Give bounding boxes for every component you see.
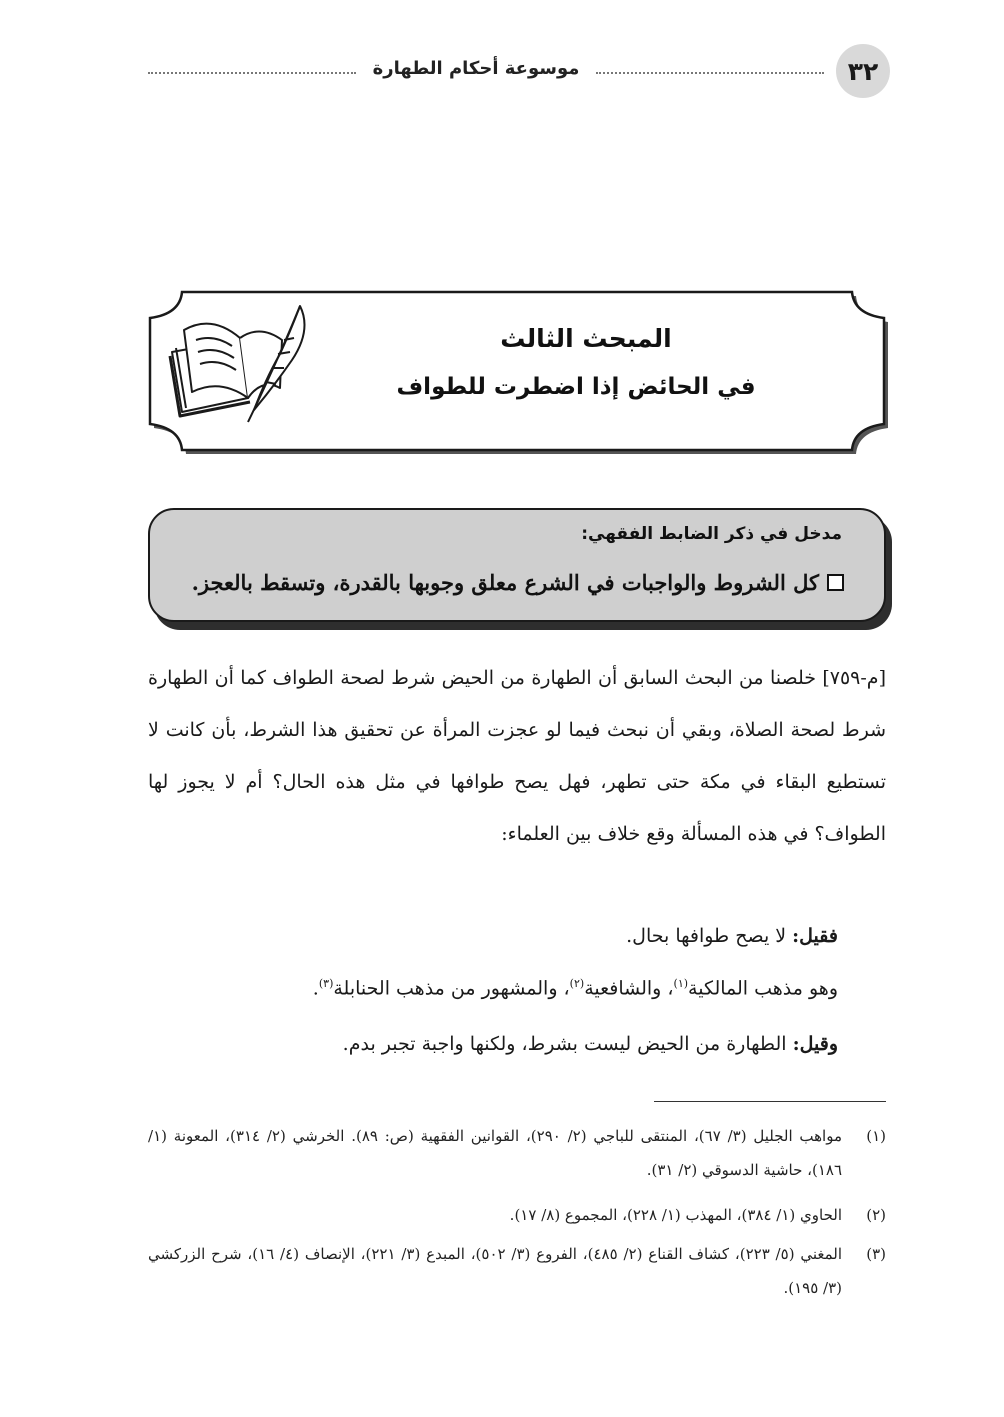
footnote-3 <box>148 1237 886 1305</box>
opinion-2-text: الطهارة من الحيض ليست بشرط، ولكنها واجبة تجبر بدم. <box>342 1033 787 1055</box>
footnote-1-number: (١) <box>866 1127 886 1145</box>
rule-box-title: مدخل في ذكر الضابط الفقهي: <box>581 524 842 544</box>
footnote-1 <box>148 1119 886 1187</box>
schools-end: . <box>312 977 319 1000</box>
running-title: موسوعة أحكام الطهارة <box>372 58 580 79</box>
rule-box <box>148 508 886 622</box>
footnote-2-text: الحاوي (١/ ٣٨٤)، المهذب (١/ ٢٢٨)، المجموع (٨/ ١٧). <box>509 1206 842 1224</box>
footnote-3-text: المغني (٥/ ٢٢٣)، كشاف القناع (٢/ ٤٨٥)، الفروع (٣/ ٥٠٢)، المبدع (٣/ ٢٢١)، الإنصاف (٤/ ١٦)، شرح الزركشي (٣/ ١٩٥). <box>148 1245 843 1297</box>
opinion-2-label: وقيل: <box>792 1033 838 1055</box>
schools-c: ، والمشهور من مذهب الحنابلة <box>333 977 570 1000</box>
schools-line <box>313 977 838 999</box>
footnote-1-text: مواهب الجليل (٣/ ٦٧)، المنتقى للباجي (٢/ ٢٩٠)، القوانين الفقهية (ص: ٨٩). الخرشي (٢/ ٣١٤)، المعونة (١/ ١٨٦)، حاشية الدسوقي (٢/ ٣١). <box>148 1127 842 1179</box>
rule-box-line <box>192 570 844 595</box>
chapter-title-frame <box>146 288 888 454</box>
opinion-1 <box>626 925 838 947</box>
schools-a: وهو مذهب المالكية <box>688 977 838 1000</box>
footnote-ref-1[interactable]: (١) <box>673 977 689 990</box>
footnote-separator <box>654 1101 886 1102</box>
book-and-quill-icon <box>162 300 312 430</box>
footnote-2 <box>148 1198 886 1232</box>
footnote-3-number: (٣) <box>866 1245 886 1263</box>
footnote-2-number: (٢) <box>866 1206 886 1224</box>
opinion-1-label: فقيل: <box>792 925 838 947</box>
chapter-subheading: في الحائض إذا اضطرت للطواف <box>396 374 756 400</box>
rule-text: كل الشروط والواجبات في الشرع معلق وجوبها بالقدرة، وتسقط بالعجز. <box>191 570 819 595</box>
footnote-ref-2[interactable]: (٢) <box>569 977 585 990</box>
body-paragraph: [م-٧٥٩] خلصنا من البحث السابق أن الطهارة من الحيض شرط لصحة الطواف كما أن الطهارة شرط لصحة الصلاة، وبقي أن نبحث فيما لو عجزت المرأة عن تحقيق هذا الشرط، بأن كانت لا تستطيع البقاء في مكة حتى تطهر، فهل يصح طوافها في مثل هذه الحال؟ أم لا يجوز لها الطواف؟ في هذه المسألة وقع خلاف بين العلماء: <box>148 667 886 845</box>
schools-b: ، والشافعية <box>584 977 674 1000</box>
page-number-text: ٣٢ <box>847 56 879 86</box>
footnote-ref-3[interactable]: (٣) <box>318 977 334 990</box>
chapter-heading: المبحث الثالث <box>500 324 672 353</box>
checkbox-icon <box>827 574 844 591</box>
opinion-1-text: لا يصح طوافها بحال. <box>626 925 787 947</box>
opinion-2 <box>343 1033 838 1055</box>
header-dotted-rule-left <box>148 72 356 74</box>
page-number <box>836 44 890 98</box>
header-dotted-rule-right <box>596 72 824 74</box>
